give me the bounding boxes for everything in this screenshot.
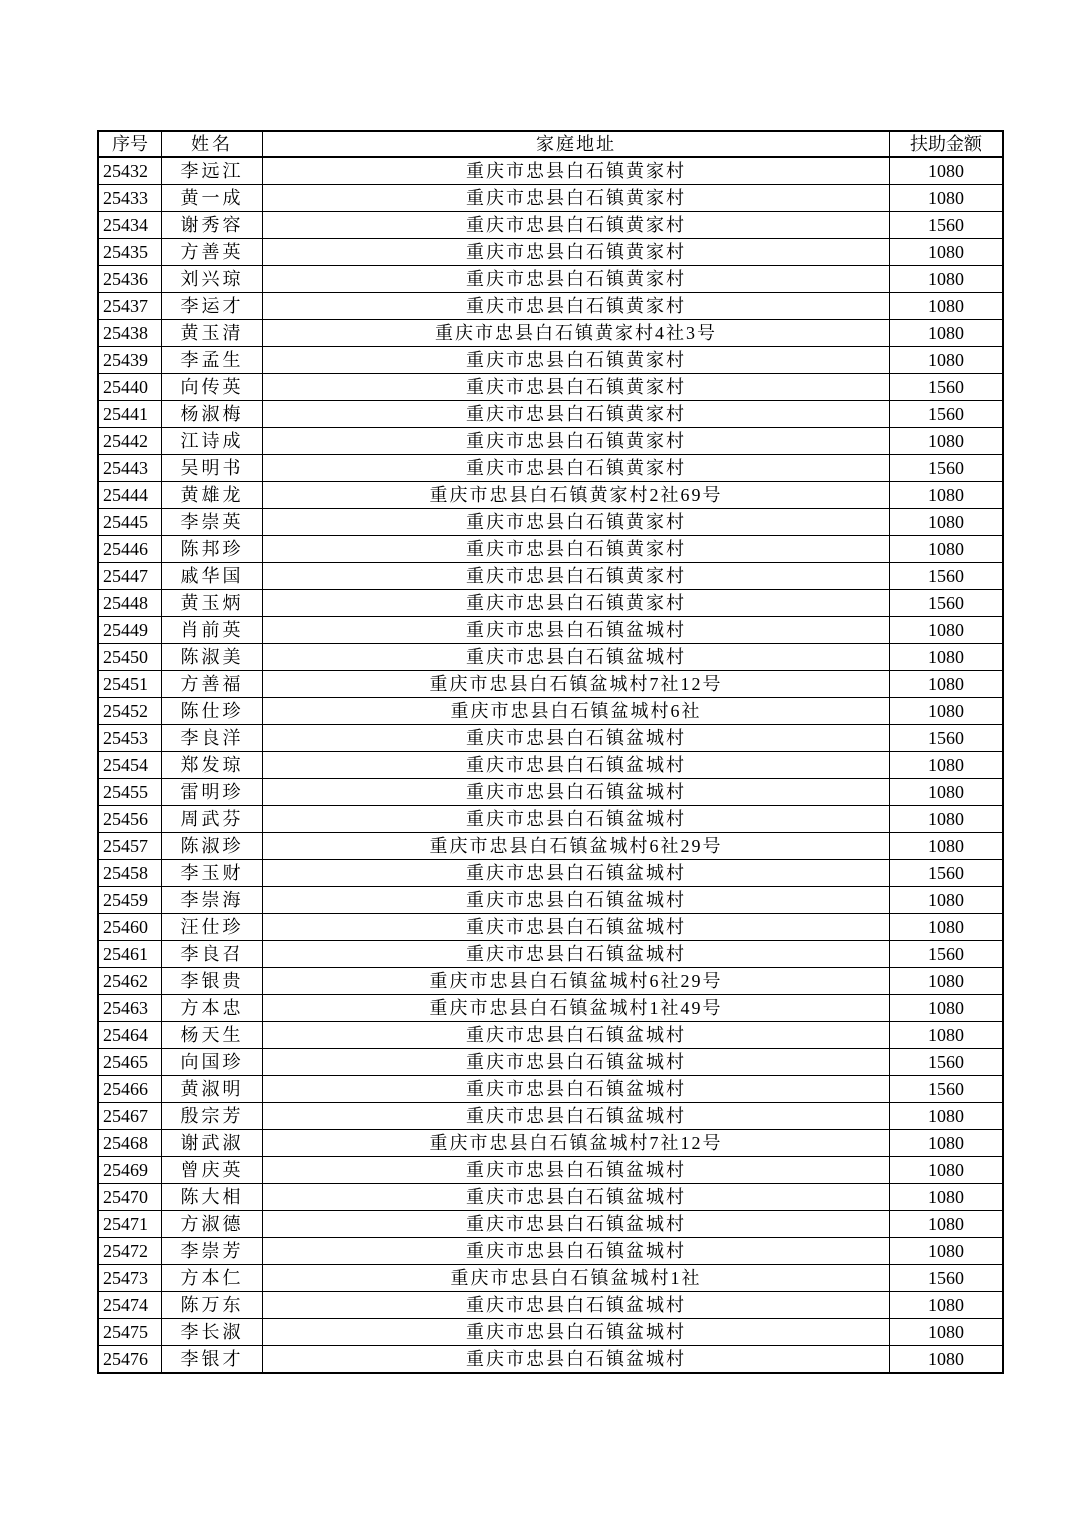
address-cell: 重庆市忠县白石镇黄家村 <box>263 563 890 590</box>
address-cell: 重庆市忠县白石镇黄家村4社3号 <box>263 320 890 347</box>
table-row <box>98 590 1003 617</box>
amount-cell: 1560 <box>890 455 1004 482</box>
address-cell: 重庆市忠县白石镇盆城村 <box>263 806 890 833</box>
table-row <box>98 752 1003 779</box>
amount-cell: 1560 <box>890 1076 1004 1103</box>
address-cell: 重庆市忠县白石镇盆城村7社12号 <box>263 1130 890 1157</box>
amount-cell: 1560 <box>890 1265 1004 1292</box>
header-serial-number: 序号 <box>98 131 162 157</box>
name-cell: 李良召 <box>162 941 263 968</box>
table-row <box>98 914 1003 941</box>
serial-number-cell: 25452 <box>98 698 162 725</box>
serial-number-cell: 25459 <box>98 887 162 914</box>
serial-number-cell: 25463 <box>98 995 162 1022</box>
amount-cell: 1080 <box>890 428 1004 455</box>
serial-number-cell: 25475 <box>98 1319 162 1346</box>
amount-cell: 1080 <box>890 1238 1004 1265</box>
address-cell: 重庆市忠县白石镇盆城村 <box>263 1022 890 1049</box>
address-cell: 重庆市忠县白石镇黄家村 <box>263 590 890 617</box>
name-cell: 陈邦珍 <box>162 536 263 563</box>
address-cell: 重庆市忠县白石镇盆城村6社 <box>263 698 890 725</box>
address-cell: 重庆市忠县白石镇盆城村 <box>263 1292 890 1319</box>
table-row <box>98 1130 1003 1157</box>
address-cell: 重庆市忠县白石镇黄家村2社69号 <box>263 482 890 509</box>
address-cell: 重庆市忠县白石镇盆城村 <box>263 1049 890 1076</box>
address-cell: 重庆市忠县白石镇黄家村 <box>263 401 890 428</box>
table-row <box>98 1346 1003 1374</box>
amount-cell: 1080 <box>890 914 1004 941</box>
table-row <box>98 1157 1003 1184</box>
amount-cell: 1080 <box>890 1292 1004 1319</box>
serial-number-cell: 25432 <box>98 157 162 185</box>
address-cell: 重庆市忠县白石镇黄家村 <box>263 509 890 536</box>
name-cell: 戚华国 <box>162 563 263 590</box>
name-cell: 肖前英 <box>162 617 263 644</box>
address-cell: 重庆市忠县白石镇黄家村 <box>263 185 890 212</box>
serial-number-cell: 25462 <box>98 968 162 995</box>
name-cell: 李运才 <box>162 293 263 320</box>
amount-cell: 1080 <box>890 698 1004 725</box>
address-cell: 重庆市忠县白石镇盆城村6社29号 <box>263 833 890 860</box>
serial-number-cell: 25451 <box>98 671 162 698</box>
address-cell: 重庆市忠县白石镇黄家村 <box>263 347 890 374</box>
address-cell: 重庆市忠县白石镇盆城村 <box>263 752 890 779</box>
address-cell: 重庆市忠县白石镇盆城村 <box>263 1238 890 1265</box>
amount-cell: 1560 <box>890 725 1004 752</box>
table-row <box>98 698 1003 725</box>
name-cell: 汪仕珍 <box>162 914 263 941</box>
serial-number-cell: 25445 <box>98 509 162 536</box>
amount-cell: 1080 <box>890 752 1004 779</box>
table-row <box>98 860 1003 887</box>
amount-cell: 1080 <box>890 1211 1004 1238</box>
amount-cell: 1080 <box>890 617 1004 644</box>
table-row <box>98 1238 1003 1265</box>
table-row <box>98 1022 1003 1049</box>
name-cell: 殷宗芳 <box>162 1103 263 1130</box>
table-row <box>98 968 1003 995</box>
header-assistance-amount: 扶助金额 <box>890 131 1004 157</box>
amount-cell: 1080 <box>890 1130 1004 1157</box>
amount-cell: 1080 <box>890 157 1004 185</box>
address-cell: 重庆市忠县白石镇盆城村 <box>263 1319 890 1346</box>
table-row <box>98 1211 1003 1238</box>
table-row <box>98 1265 1003 1292</box>
amount-cell: 1080 <box>890 239 1004 266</box>
serial-number-cell: 25437 <box>98 293 162 320</box>
table-body <box>98 157 1003 1373</box>
serial-number-cell: 25433 <box>98 185 162 212</box>
table-row <box>98 779 1003 806</box>
amount-cell: 1080 <box>890 1157 1004 1184</box>
table-row <box>98 157 1003 185</box>
table-row <box>98 347 1003 374</box>
serial-number-cell: 25467 <box>98 1103 162 1130</box>
address-cell: 重庆市忠县白石镇盆城村 <box>263 887 890 914</box>
name-cell: 陈仕珍 <box>162 698 263 725</box>
name-cell: 方善福 <box>162 671 263 698</box>
name-cell: 李银贵 <box>162 968 263 995</box>
serial-number-cell: 25443 <box>98 455 162 482</box>
address-cell: 重庆市忠县白石镇黄家村 <box>263 157 890 185</box>
address-cell: 重庆市忠县白石镇黄家村 <box>263 536 890 563</box>
serial-number-cell: 25442 <box>98 428 162 455</box>
address-cell: 重庆市忠县白石镇盆城村 <box>263 725 890 752</box>
serial-number-cell: 25434 <box>98 212 162 239</box>
address-cell: 重庆市忠县白石镇盆城村 <box>263 1184 890 1211</box>
table-row <box>98 1076 1003 1103</box>
name-cell: 陈大相 <box>162 1184 263 1211</box>
amount-cell: 1560 <box>890 374 1004 401</box>
serial-number-cell: 25465 <box>98 1049 162 1076</box>
serial-number-cell: 25439 <box>98 347 162 374</box>
table-row <box>98 185 1003 212</box>
table-row <box>98 1184 1003 1211</box>
serial-number-cell: 25450 <box>98 644 162 671</box>
serial-number-cell: 25448 <box>98 590 162 617</box>
name-cell: 杨天生 <box>162 1022 263 1049</box>
name-cell: 黄玉炳 <box>162 590 263 617</box>
serial-number-cell: 25468 <box>98 1130 162 1157</box>
address-cell: 重庆市忠县白石镇黄家村 <box>263 293 890 320</box>
amount-cell: 1080 <box>890 536 1004 563</box>
serial-number-cell: 25460 <box>98 914 162 941</box>
name-cell: 郑发琼 <box>162 752 263 779</box>
amount-cell: 1560 <box>890 590 1004 617</box>
address-cell: 重庆市忠县白石镇盆城村1社 <box>263 1265 890 1292</box>
name-cell: 周武芬 <box>162 806 263 833</box>
table-row <box>98 1103 1003 1130</box>
serial-number-cell: 25466 <box>98 1076 162 1103</box>
amount-cell: 1080 <box>890 671 1004 698</box>
serial-number-cell: 25440 <box>98 374 162 401</box>
amount-cell: 1080 <box>890 1319 1004 1346</box>
amount-cell: 1080 <box>890 1022 1004 1049</box>
table-row <box>98 320 1003 347</box>
serial-number-cell: 25476 <box>98 1346 162 1374</box>
table-row <box>98 833 1003 860</box>
name-cell: 黄玉清 <box>162 320 263 347</box>
serial-number-cell: 25456 <box>98 806 162 833</box>
table-row <box>98 671 1003 698</box>
serial-number-cell: 25435 <box>98 239 162 266</box>
address-cell: 重庆市忠县白石镇盆城村 <box>263 860 890 887</box>
assistance-table <box>97 130 1004 1374</box>
name-cell: 方本忠 <box>162 995 263 1022</box>
serial-number-cell: 25455 <box>98 779 162 806</box>
name-cell: 方淑德 <box>162 1211 263 1238</box>
name-cell: 曾庆英 <box>162 1157 263 1184</box>
address-cell: 重庆市忠县白石镇黄家村 <box>263 266 890 293</box>
serial-number-cell: 25449 <box>98 617 162 644</box>
address-cell: 重庆市忠县白石镇盆城村 <box>263 941 890 968</box>
header-name: 姓名 <box>162 131 263 157</box>
name-cell: 吴明书 <box>162 455 263 482</box>
name-cell: 陈淑美 <box>162 644 263 671</box>
name-cell: 向传英 <box>162 374 263 401</box>
amount-cell: 1080 <box>890 266 1004 293</box>
amount-cell: 1080 <box>890 347 1004 374</box>
table-row <box>98 401 1003 428</box>
address-cell: 重庆市忠县白石镇黄家村 <box>263 239 890 266</box>
address-cell: 重庆市忠县白石镇盆城村1社49号 <box>263 995 890 1022</box>
name-cell: 方本仁 <box>162 1265 263 1292</box>
table-row <box>98 1292 1003 1319</box>
table-row <box>98 1319 1003 1346</box>
serial-number-cell: 25438 <box>98 320 162 347</box>
name-cell: 黄一成 <box>162 185 263 212</box>
amount-cell: 1080 <box>890 887 1004 914</box>
table-row <box>98 617 1003 644</box>
amount-cell: 1080 <box>890 482 1004 509</box>
serial-number-cell: 25457 <box>98 833 162 860</box>
amount-cell: 1560 <box>890 1049 1004 1076</box>
table-row <box>98 887 1003 914</box>
amount-cell: 1560 <box>890 563 1004 590</box>
name-cell: 李孟生 <box>162 347 263 374</box>
serial-number-cell: 25473 <box>98 1265 162 1292</box>
serial-number-cell: 25436 <box>98 266 162 293</box>
amount-cell: 1080 <box>890 833 1004 860</box>
table-row <box>98 266 1003 293</box>
table-row <box>98 941 1003 968</box>
serial-number-cell: 25444 <box>98 482 162 509</box>
table-row <box>98 536 1003 563</box>
address-cell: 重庆市忠县白石镇盆城村6社29号 <box>263 968 890 995</box>
amount-cell: 1080 <box>890 1184 1004 1211</box>
name-cell: 江诗成 <box>162 428 263 455</box>
name-cell: 黄淑明 <box>162 1076 263 1103</box>
amount-cell: 1080 <box>890 509 1004 536</box>
amount-cell: 1080 <box>890 806 1004 833</box>
table-row <box>98 509 1003 536</box>
amount-cell: 1080 <box>890 1346 1004 1374</box>
amount-cell: 1080 <box>890 968 1004 995</box>
header-row <box>98 131 1003 157</box>
header-home-address: 家庭地址 <box>263 131 890 157</box>
name-cell: 谢武淑 <box>162 1130 263 1157</box>
name-cell: 李银才 <box>162 1346 263 1374</box>
address-cell: 重庆市忠县白石镇盆城村 <box>263 1103 890 1130</box>
serial-number-cell: 25441 <box>98 401 162 428</box>
serial-number-cell: 25454 <box>98 752 162 779</box>
address-cell: 重庆市忠县白石镇黄家村 <box>263 212 890 239</box>
name-cell: 李崇海 <box>162 887 263 914</box>
serial-number-cell: 25453 <box>98 725 162 752</box>
table-row <box>98 725 1003 752</box>
serial-number-cell: 25470 <box>98 1184 162 1211</box>
name-cell: 杨淑梅 <box>162 401 263 428</box>
serial-number-cell: 25472 <box>98 1238 162 1265</box>
amount-cell: 1080 <box>890 995 1004 1022</box>
address-cell: 重庆市忠县白石镇黄家村 <box>263 428 890 455</box>
amount-cell: 1560 <box>890 401 1004 428</box>
address-cell: 重庆市忠县白石镇盆城村 <box>263 779 890 806</box>
serial-number-cell: 25461 <box>98 941 162 968</box>
name-cell: 方善英 <box>162 239 263 266</box>
serial-number-cell: 25458 <box>98 860 162 887</box>
address-cell: 重庆市忠县白石镇盆城村 <box>263 617 890 644</box>
address-cell: 重庆市忠县白石镇黄家村 <box>263 374 890 401</box>
address-cell: 重庆市忠县白石镇盆城村 <box>263 914 890 941</box>
address-cell: 重庆市忠县白石镇盆城村 <box>263 1211 890 1238</box>
amount-cell: 1080 <box>890 185 1004 212</box>
serial-number-cell: 25474 <box>98 1292 162 1319</box>
table-row <box>98 212 1003 239</box>
amount-cell: 1560 <box>890 941 1004 968</box>
name-cell: 李远江 <box>162 157 263 185</box>
name-cell: 李崇芳 <box>162 1238 263 1265</box>
address-cell: 重庆市忠县白石镇盆城村 <box>263 1157 890 1184</box>
name-cell: 陈淑珍 <box>162 833 263 860</box>
address-cell: 重庆市忠县白石镇盆城村 <box>263 1346 890 1374</box>
address-cell: 重庆市忠县白石镇盆城村 <box>263 1076 890 1103</box>
table-row <box>98 482 1003 509</box>
amount-cell: 1560 <box>890 860 1004 887</box>
table-row <box>98 428 1003 455</box>
name-cell: 陈万东 <box>162 1292 263 1319</box>
amount-cell: 1080 <box>890 320 1004 347</box>
address-cell: 重庆市忠县白石镇盆城村7社12号 <box>263 671 890 698</box>
name-cell: 李良洋 <box>162 725 263 752</box>
name-cell: 黄雄龙 <box>162 482 263 509</box>
serial-number-cell: 25447 <box>98 563 162 590</box>
serial-number-cell: 25471 <box>98 1211 162 1238</box>
amount-cell: 1080 <box>890 293 1004 320</box>
name-cell: 雷明珍 <box>162 779 263 806</box>
table-row <box>98 239 1003 266</box>
table-header <box>98 131 1003 157</box>
table-row <box>98 293 1003 320</box>
table-row <box>98 995 1003 1022</box>
table-row <box>98 1049 1003 1076</box>
table-row <box>98 455 1003 482</box>
amount-cell: 1080 <box>890 1103 1004 1130</box>
name-cell: 向国珍 <box>162 1049 263 1076</box>
name-cell: 李崇英 <box>162 509 263 536</box>
name-cell: 李长淑 <box>162 1319 263 1346</box>
amount-cell: 1080 <box>890 644 1004 671</box>
table-row <box>98 644 1003 671</box>
name-cell: 李玉财 <box>162 860 263 887</box>
name-cell: 刘兴琼 <box>162 266 263 293</box>
serial-number-cell: 25469 <box>98 1157 162 1184</box>
table-row <box>98 374 1003 401</box>
serial-number-cell: 25446 <box>98 536 162 563</box>
amount-cell: 1560 <box>890 212 1004 239</box>
table-row <box>98 563 1003 590</box>
amount-cell: 1080 <box>890 779 1004 806</box>
name-cell: 谢秀容 <box>162 212 263 239</box>
address-cell: 重庆市忠县白石镇黄家村 <box>263 455 890 482</box>
serial-number-cell: 25464 <box>98 1022 162 1049</box>
address-cell: 重庆市忠县白石镇盆城村 <box>263 644 890 671</box>
table-row <box>98 806 1003 833</box>
